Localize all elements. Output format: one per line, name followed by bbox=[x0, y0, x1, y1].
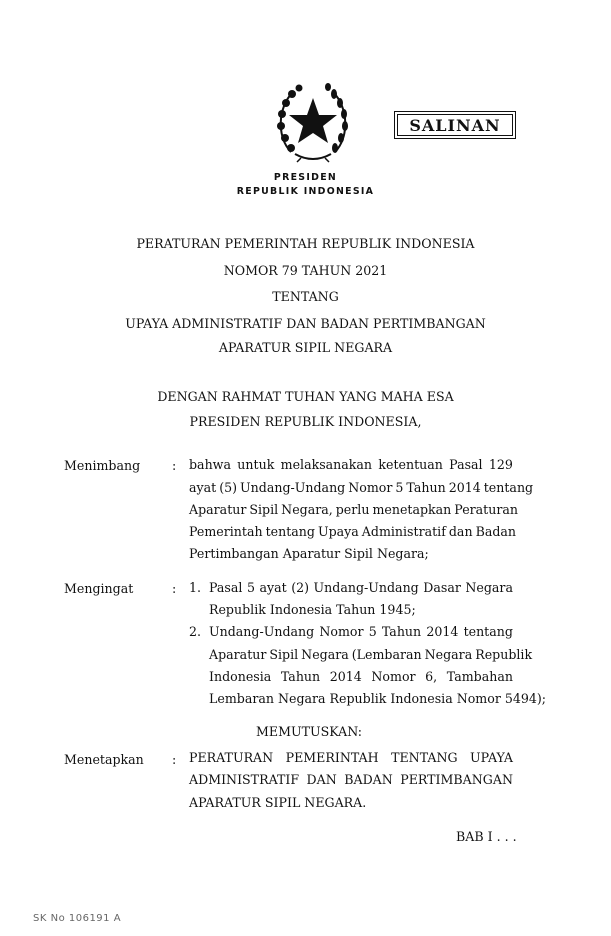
page-continuation: BAB I . . . bbox=[456, 829, 517, 844]
menetapkan-line: APARATUR SIPIL NEGARA. bbox=[189, 795, 367, 810]
mengingat-item-line: Republik Indonesia Tahun 1945; bbox=[209, 602, 416, 617]
mengingat-item-line: Aparatur Sipil Negara (Lembaran Negara Republik bbox=[209, 647, 533, 662]
menetapkan-line: PERATURAN PEMERINTAH TENTANG UPAYA bbox=[189, 750, 513, 765]
menimbang-colon: : bbox=[172, 458, 177, 473]
menimbang-line: Aparatur Sipil Negara, perlu menetapkan Peraturan bbox=[189, 502, 518, 517]
invocation-line1: DENGAN RAHMAT TUHAN YANG MAHA ESA bbox=[157, 389, 454, 404]
mengingat-item-line: Lembaran Negara Republik Indonesia Nomor 5494); bbox=[209, 691, 547, 706]
mengingat-item-number: 1. bbox=[189, 580, 202, 595]
regulation-subject-line2: APARATUR SIPIL NEGARA bbox=[218, 340, 393, 355]
mengingat-item-number: 2. bbox=[189, 624, 202, 639]
regulation-subject-line1: UPAYA ADMINISTRATIF DAN BADAN PERTIMBANGAN bbox=[125, 316, 486, 331]
menetapkan-colon: : bbox=[172, 752, 177, 767]
mengingat-label: Mengingat bbox=[64, 581, 134, 596]
menetapkan-label: Menetapkan bbox=[64, 752, 144, 767]
memutuskan-heading: MEMUTUSKAN: bbox=[256, 724, 363, 739]
menimbang-label: Menimbang bbox=[64, 458, 141, 473]
menetapkan-line: ADMINISTRATIF DAN BADAN PERTIMBANGAN bbox=[189, 772, 513, 787]
salinan-stamp bbox=[394, 111, 516, 139]
office-line-presiden: PRESIDEN bbox=[273, 172, 338, 183]
invocation-line2: PRESIDEN REPUBLIK INDONESIA, bbox=[189, 414, 422, 429]
regulation-title: PERATURAN PEMERINTAH REPUBLIK INDONESIA bbox=[136, 236, 475, 251]
regulation-tentang: TENTANG bbox=[272, 289, 339, 304]
mengingat-item-line: Pasal 5 ayat (2) Undang-Undang Dasar Negara bbox=[209, 580, 513, 595]
mengingat-item-line: Undang-Undang Nomor 5 Tahun 2014 tentang bbox=[209, 624, 513, 639]
menimbang-line: ayat (5) Undang-Undang Nomor 5 Tahun 2014 tentang bbox=[189, 480, 534, 495]
menimbang-line: Pemerintah tentang Upaya Administratif dan Badan bbox=[189, 524, 517, 539]
document-code-footer: SK No 106191 A bbox=[33, 913, 122, 924]
office-line-republik: REPUBLIK INDONESIA bbox=[236, 186, 375, 197]
salinan-stamp-text: SALINAN bbox=[397, 114, 513, 136]
menimbang-line: Pertimbangan Aparatur Sipil Negara; bbox=[189, 546, 429, 561]
mengingat-colon: : bbox=[172, 581, 177, 596]
garuda-star-emblem bbox=[271, 78, 355, 164]
mengingat-item-line: Indonesia Tahun 2014 Nomor 6, Tambahan bbox=[209, 669, 513, 684]
menimbang-line: bahwa untuk melaksanakan ketentuan Pasal 129 bbox=[189, 457, 513, 472]
regulation-number: NOMOR 79 TAHUN 2021 bbox=[223, 263, 388, 278]
